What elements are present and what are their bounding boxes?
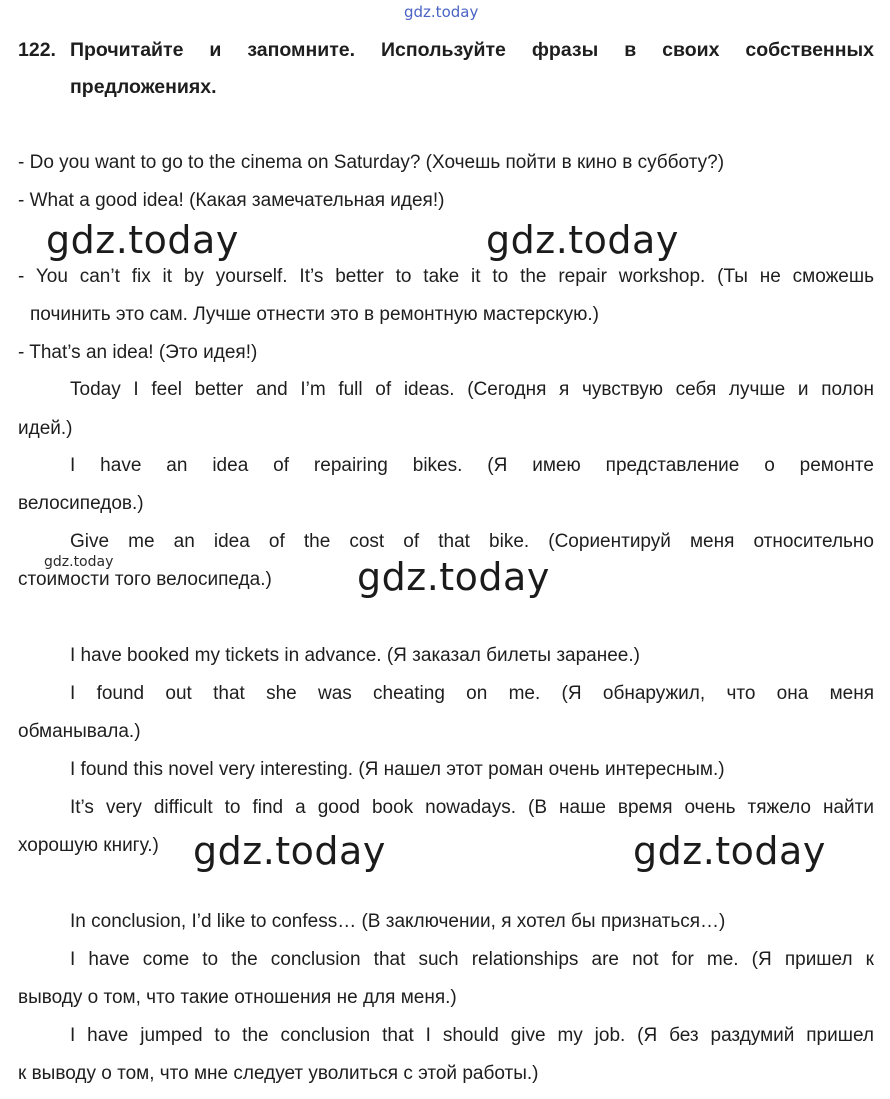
text-line: I have come to the conclusion that such relationships are not for me. (Я пришел к	[70, 949, 874, 970]
text-line: - What a good idea! (Какая замечательная идея!)	[18, 190, 445, 211]
watermark: gdz.today	[193, 829, 386, 873]
text-line: I found this novel very interesting. (Я нашел этот роман очень интересным.)	[70, 759, 725, 780]
text-line: I have an idea of repairing bikes. (Я имею представление о ремонте	[70, 455, 874, 476]
text-line: Today I feel better and I’m full of ideas. (Сегодня я чувствую себя лучше и полон	[70, 379, 874, 400]
exercise-title-line-2: предложениях.	[70, 76, 217, 98]
watermark-top: gdz.today	[404, 3, 479, 21]
text-line: хорошую книгу.)	[18, 835, 159, 856]
text-line: I have booked my tickets in advance. (Я заказал билеты заранее.)	[70, 645, 640, 666]
text-line: I have jumped to the conclusion that I should give my job. (Я без раздумий пришел	[70, 1025, 874, 1046]
watermark: gdz.today	[633, 829, 826, 873]
text-line: - You can’t fix it by yourself. It’s better to take it to the repair workshop. (Ты не сможешь	[18, 266, 874, 287]
text-line: обманывала.)	[18, 721, 141, 742]
text-line: I found out that she was cheating on me. (Я обнаружил, что она меня	[70, 683, 874, 704]
exercise-number: 122.	[18, 39, 56, 61]
text-line: стоимости того велосипеда.)	[18, 569, 272, 590]
watermark: gdz.today	[357, 555, 550, 599]
watermark-small: gdz.today	[44, 554, 114, 570]
text-line: к выводу о том, что мне следует уволиться с этой работы.)	[18, 1063, 539, 1084]
text-line: In conclusion, I’d like to confess… (В заключении, я хотел бы признаться…)	[70, 911, 726, 932]
text-line: починить это сам. Лучше отнести это в ремонтную мастерскую.)	[30, 304, 600, 325]
text-line: It’s very difficult to find a good book nowadays. (В наше время очень тяжело найти	[70, 797, 874, 818]
watermark: gdz.today	[486, 218, 679, 262]
text-line: идей.)	[18, 418, 73, 439]
text-line: выводу о том, что такие отношения не для меня.)	[18, 987, 457, 1008]
exercise-title-line-1: Прочитайте и запомните. Используйте фразы в своих собственных	[70, 39, 874, 61]
text-line: - Do you want to go to the cinema on Saturday? (Хочешь пойти в кино в субботу?)	[18, 152, 725, 173]
text-line: велосипедов.)	[18, 493, 144, 514]
text-line: Give me an idea of the cost of that bike. (Сориентируй меня относительно	[70, 531, 874, 552]
watermark: gdz.today	[46, 218, 239, 262]
text-line: - That’s an idea! (Это идея!)	[18, 342, 258, 363]
